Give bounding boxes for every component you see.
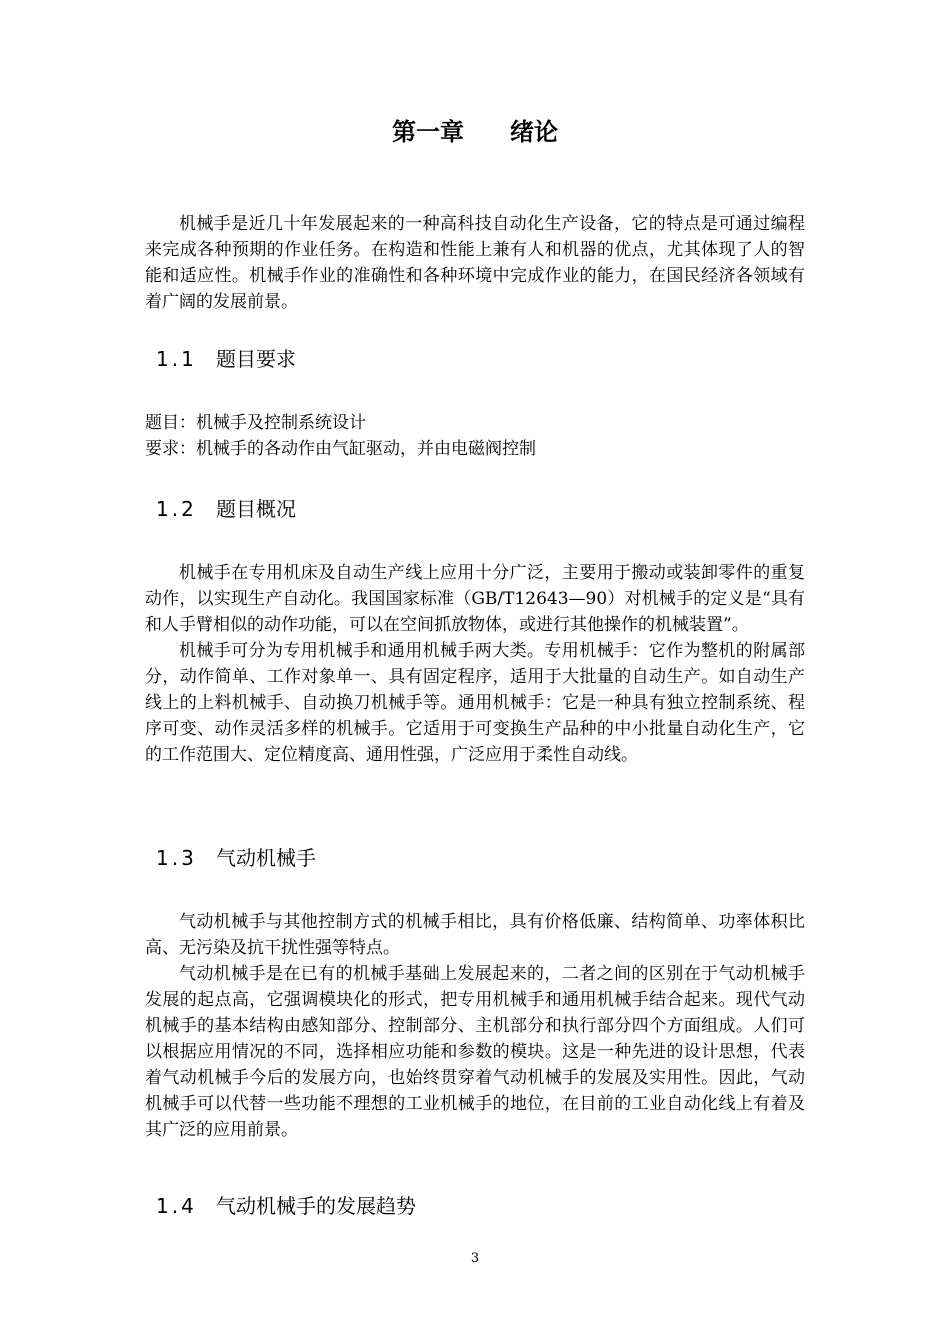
chapter-title: [0, 112, 950, 152]
chapter-number: 第一章: [392, 118, 464, 146]
intro-paragraph-block: [145, 211, 805, 315]
section-1-1-body: [145, 410, 805, 462]
page-number: 3: [470, 1251, 480, 1266]
section-heading-1-4: [156, 1191, 416, 1221]
chapter-name: 绪论: [510, 118, 558, 146]
section-heading-1-3: [156, 843, 316, 873]
paragraph: 气动机械手与其他控制方式的机械手相比，具有价格低廉、结构简单、功率体积比高、无污染及抗干扰性强等特点。: [145, 912, 805, 958]
section-number: 1.1: [156, 347, 197, 371]
section-number: 1.4: [156, 1194, 197, 1218]
section-number: 1.2: [156, 497, 197, 521]
section-heading-1-1: [156, 344, 296, 374]
section-title: 题目概况: [216, 497, 296, 521]
section-1-2-body: [145, 560, 805, 768]
section-title: 题目要求: [216, 347, 296, 371]
paragraph: 机械手在专用机床及自动生产线上应用十分广泛，主要用于搬动或装卸零件的重复动作，以实现生产自动化。我国国家标准（GB/T12643—90）对机械手的定义是“具有和人手臂相似的动作功能，可以在空间抓放物体，或进行其他操作的机械装置”。: [145, 563, 805, 635]
paragraph: 机械手可分为专用机械手和通用机械手两大类。专用机械手：它作为整机的附属部分，动作简单、工作对象单一、具有固定程序，适用于大批量的自动生产。如自动生产线上的上料机械手、自动换刀机械手等。通用机械手：它是一种具有独立控制系统、程序可变、动作灵活多样的机械手。它适用于可变换生产品种的中小批量自动化生产，它的工作范围大、定位精度高、通用性强，广泛应用于柔性自动线。: [145, 641, 805, 765]
intro-paragraph: 机械手是近几十年发展起来的一种高科技自动化生产设备，它的特点是可通过编程来完成各种预期的作业任务。在构造和性能上兼有人和机器的优点，尤其体现了人的智能和适应性。机械手作业的准确性和各种环境中完成作业的能力，在国民经济各领域有着广阔的发展前景。: [145, 214, 805, 312]
section-1-3-body: [145, 909, 805, 1143]
section-title: 气动机械手的发展趋势: [216, 1194, 416, 1218]
section-number: 1.3: [156, 846, 197, 870]
requirement-topic: 题目：机械手及控制系统设计: [145, 413, 366, 433]
requirement-detail: 要求：机械手的各动作由气缸驱动，并由电磁阀控制: [145, 439, 536, 459]
section-heading-1-2: [156, 494, 296, 524]
paragraph: 气动机械手是在已有的机械手基础上发展起来的，二者之间的区别在于气动机械手发展的起点高，它强调模块化的形式，把专用机械手和通用机械手结合起来。现代气动机械手的基本结构由感知部分、控制部分、主机部分和执行部分四个方面组成。人们可以根据应用情况的不同，选择相应功能和参数的模块。这是一种先进的设计思想，代表着气动机械手今后的发展方向，也始终贯穿着气动机械手的发展及实用性。因此，气动机械手可以代替一些功能不理想的工业机械手的地位，在目前的工业自动化线上有着及其广泛的应用前景。: [145, 964, 805, 1140]
section-title: 气动机械手: [216, 846, 316, 870]
